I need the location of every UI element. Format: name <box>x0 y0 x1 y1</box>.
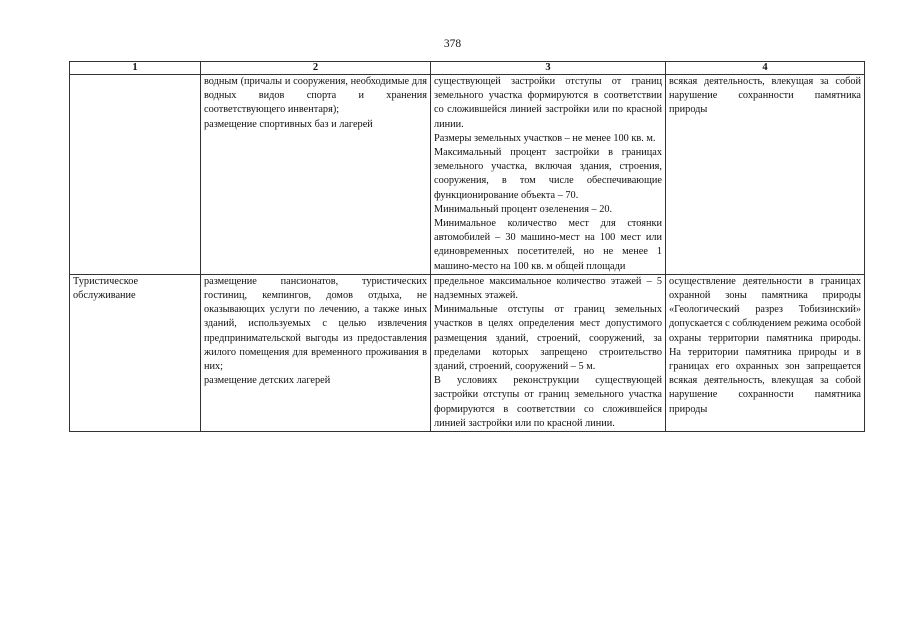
cell-paragraph: осуществление деятельности в границах охранной зоны памятника природы «Геологический разрез Тобизинский» допускается с соблюдением режима особой охраны территории памятника природы. На территории памятника природы и в границах его охранных зон запрещается всякая деятельность, влекущая за собой нарушение сохранности памятника природы <box>669 275 861 415</box>
cell-paragraph: размещение спортивных баз и лагерей <box>204 118 373 130</box>
cell-description <box>201 75 431 275</box>
column-header-4: 4 <box>666 62 865 75</box>
table-row <box>70 75 865 275</box>
table-header-row <box>70 62 865 75</box>
column-header-1: 1 <box>70 62 201 75</box>
cell-use-type <box>70 75 201 275</box>
cell-paragraph: всякая деятельность, влекущая за собой нарушение сохранности памятника природы <box>669 76 861 116</box>
cell-paragraph: Туристическое обслуживание <box>73 275 139 302</box>
cell-paragraph: предельное максимальное количество этажей – 5 надземных этажей. <box>434 275 662 302</box>
cell-restrictions <box>666 274 865 431</box>
column-header-3: 3 <box>431 62 666 75</box>
cell-paragraph: Минимальное количество мест для стоянки автомобилей – 30 машино-мест на 100 мест или единовременных посетителей, но не менее 1 машино-место на 100 кв. м общей площади <box>434 218 662 272</box>
cell-paragraph: Минимальный процент озеленения – 20. <box>434 203 613 215</box>
regulations-table <box>69 61 865 432</box>
cell-parameters <box>431 75 666 275</box>
cell-paragraph: В условиях реконструкции существующей застройки отступы от границ земельного участка формируются в соответствии со сложившейся линией застройки или по красной линии. <box>434 375 662 429</box>
cell-paragraph: существующей застройки отступы от границ земельного участка формируются в соответствии со сложившейся линией застройки или по красной линии. <box>434 76 662 130</box>
cell-paragraph: размещение детских лагерей <box>204 375 331 387</box>
table-row <box>70 274 865 431</box>
page-number: 378 <box>443 38 462 50</box>
cell-use-type <box>70 274 201 431</box>
cell-paragraph: водным (причалы и сооружения, необходимые для водных видов спорта и хранения соответствующего инвентаря); <box>204 76 427 116</box>
cell-paragraph: размещение пансионатов, туристических гостиниц, кемпингов, домов отдыха, не оказывающих услуги по лечению, а также иных зданий, используемых с целью извлечения предпринимательской выгоды из предоставления жилого помещения для временного проживания в них; <box>204 275 427 373</box>
column-header-2: 2 <box>201 62 431 75</box>
cell-paragraph: Минимальные отступы от границ земельных участков в целях определения мест допустимого размещения зданий, строений, сооружений, за пределами которых запрещено строительство зданий, строений, сооружений – 5 м. <box>434 304 662 373</box>
cell-restrictions <box>666 75 865 275</box>
cell-parameters <box>431 274 666 431</box>
cell-description <box>201 274 431 431</box>
cell-paragraph: Максимальный процент застройки в границах земельного участка, включая здания, строения, сооружения, в том числе обеспечивающие функционирование объекта – 70. <box>434 147 662 201</box>
cell-paragraph: Размеры земельных участков – не менее 100 кв. м. <box>434 132 656 144</box>
